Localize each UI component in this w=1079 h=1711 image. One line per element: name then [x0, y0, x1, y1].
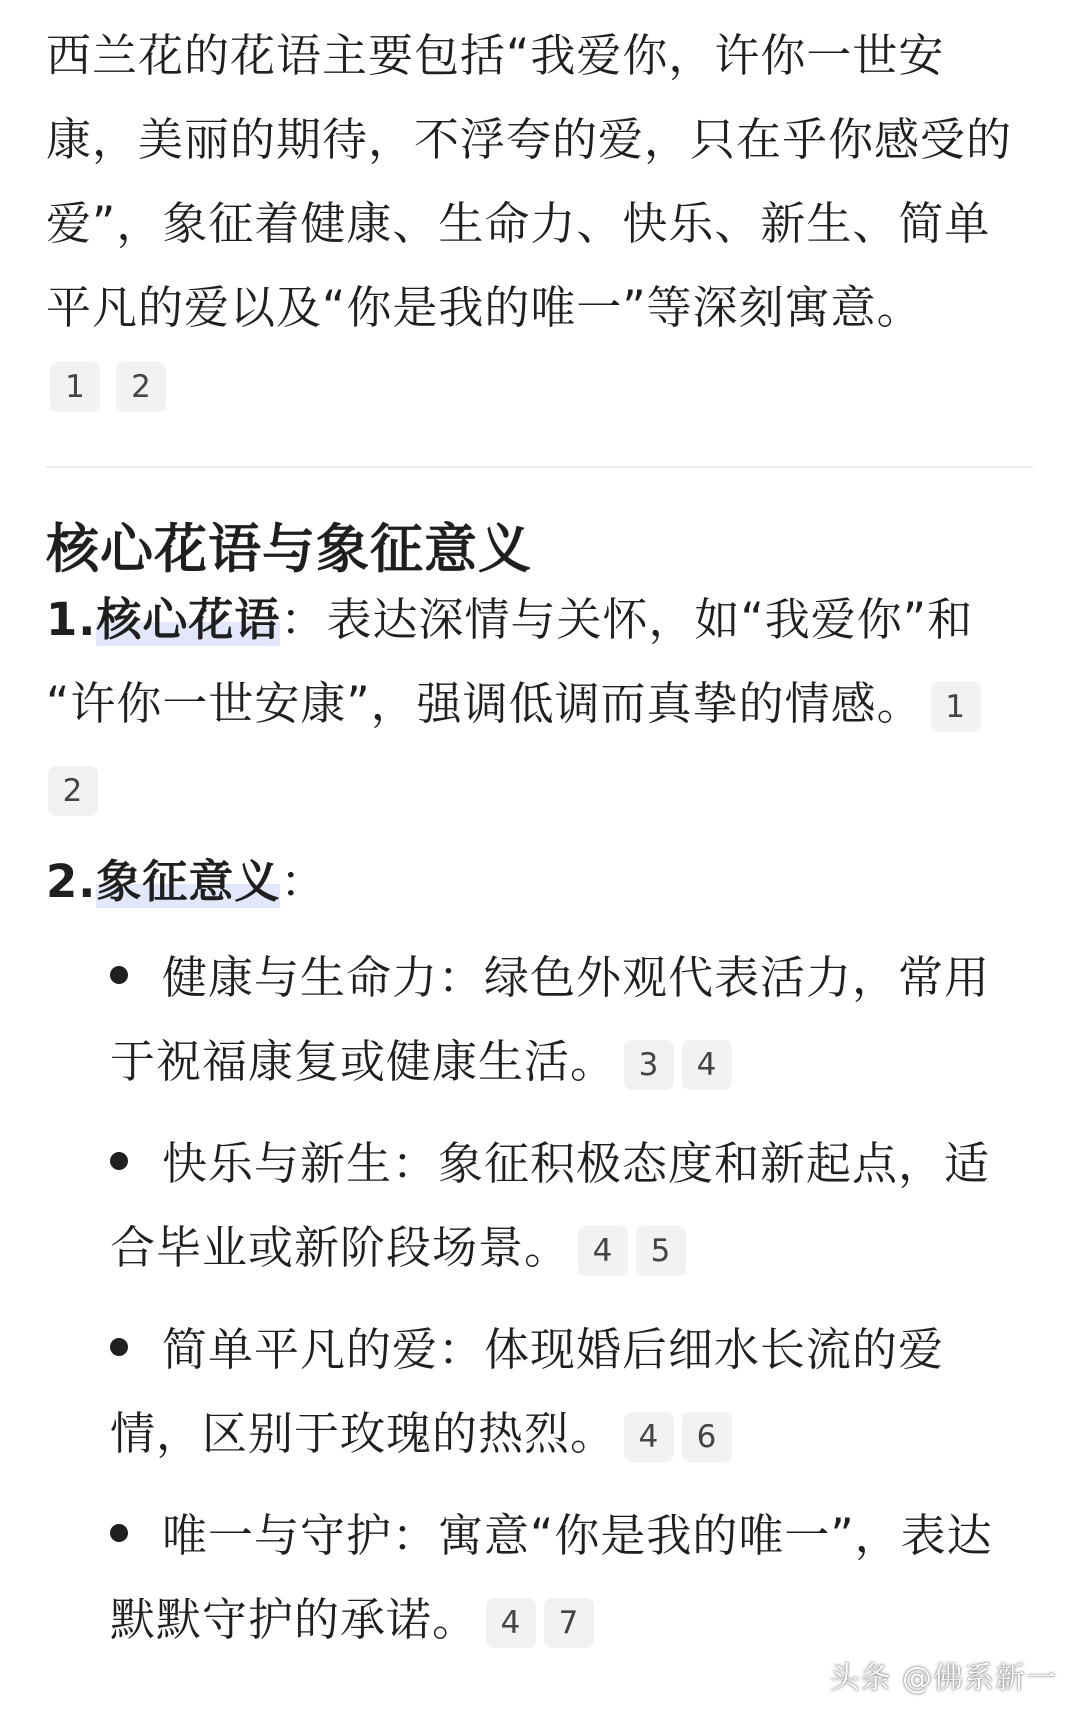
- bullet-dot: [110, 1152, 128, 1170]
- section-heading: 核心花语与象征意义: [46, 519, 532, 580]
- bullet-text: 简单平凡的爱：体现婚后细水长流的爱: [162, 1323, 945, 1376]
- bullet-text: 合毕业或新阶段场景。: [110, 1221, 571, 1274]
- intro-paragraph: 西兰花的花语主要包括“我爱你，许你一世安康，美丽的期待，不浮夸的爱，只在乎你感受的爱”，象征着健康、生命力、快乐、新生、简单平凡的爱以及“你是我的唯一”等深刻寓意。: [46, 29, 1013, 334]
- bullet-dot: [110, 1524, 128, 1542]
- bullet-item: [110, 1122, 1040, 1290]
- watermark: 头条 @佛系新一: [829, 1661, 1057, 1696]
- citation-badge[interactable]: 5: [636, 1226, 686, 1276]
- list-item-title: 象征意义: [96, 855, 281, 908]
- colon: ：: [280, 855, 327, 908]
- colon: ：: [280, 593, 327, 646]
- bullet-text: 情，区别于玫瑰的热烈。: [110, 1407, 617, 1460]
- citation-badge[interactable]: 3: [624, 1040, 674, 1090]
- bullet-item: [110, 1494, 1040, 1662]
- list-item-symbolism: [46, 840, 1036, 924]
- citation-badge[interactable]: 7: [544, 1598, 594, 1648]
- bullet-dot: [110, 966, 128, 984]
- citation-badge[interactable]: 4: [578, 1226, 628, 1276]
- section-divider: [46, 466, 1033, 468]
- bullet-text: 于祝福康复或健康生活。: [110, 1035, 617, 1088]
- bullet-text: 快乐与新生：象征积极态度和新起点，适: [162, 1137, 991, 1190]
- bullet-item: [110, 936, 1040, 1104]
- citation-badge[interactable]: 1: [50, 362, 100, 412]
- bullet-text: 默默守护的承诺。: [110, 1593, 479, 1646]
- bullet-text: 健康与生命力：绿色外观代表活力，常用: [162, 951, 991, 1004]
- citation-badge[interactable]: 2: [48, 766, 98, 816]
- list-number: 2.: [46, 855, 97, 908]
- list-item-text: 表达深情与关怀，如“我爱你”和: [326, 593, 974, 646]
- citation-badge[interactable]: 4: [486, 1598, 536, 1648]
- bullet-text: 唯一与守护：寓意“你是我的唯一”，表达: [162, 1509, 993, 1562]
- citation-badge[interactable]: 1: [931, 682, 981, 732]
- citation-badge[interactable]: 6: [682, 1412, 732, 1462]
- citation-badge[interactable]: 4: [682, 1040, 732, 1090]
- citation-badge[interactable]: 4: [624, 1412, 674, 1462]
- bullet-dot: [110, 1338, 128, 1356]
- list-item-core-meaning: [46, 578, 1036, 830]
- list-number: 1.: [46, 593, 97, 646]
- citation-badge[interactable]: 2: [116, 362, 166, 412]
- bullet-item: [110, 1308, 1040, 1476]
- list-item-text: “许你一世安康”，强调低调而真挚的情感。: [46, 677, 923, 730]
- intro-citations: [50, 362, 166, 412]
- list-item-title: 核心花语: [96, 593, 281, 646]
